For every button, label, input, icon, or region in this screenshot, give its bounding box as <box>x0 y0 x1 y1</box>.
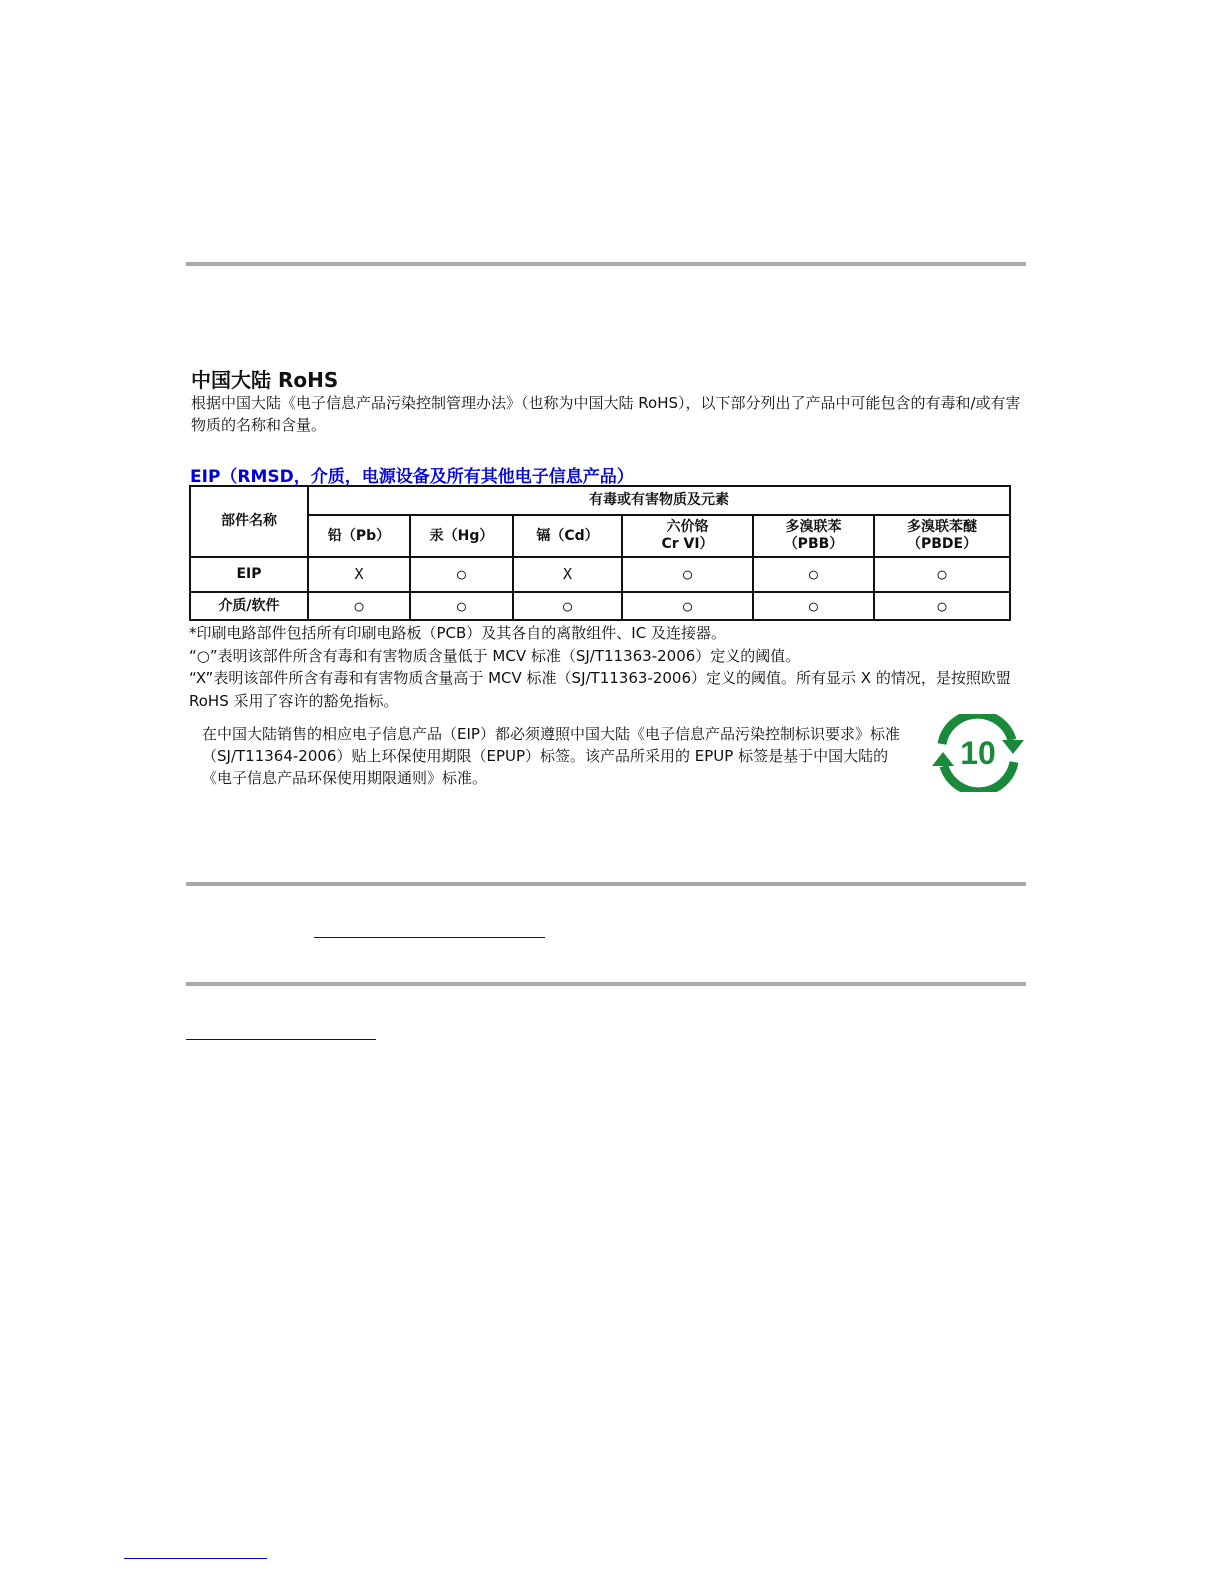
mark-cell: ○ <box>308 592 410 620</box>
index-link-underline[interactable] <box>186 1039 376 1040</box>
intro-paragraph: 根据中国大陆《电子信息产品污染控制管理办法》（也称为中国大陆 RoHS），以下部分列出了产品中可能包含的有毒和/或有害物质的名称和含量。 <box>191 394 1021 434</box>
mark-cell: X <box>308 557 410 592</box>
note-x: “X”表明该部件所含有毒和有害物质含量高于 MCV 标准（SJ/T11363-2006）定义的阈值。所有显示 X 的情况，是按照欧盟 RoHS 采用了容许的豁免指标。 <box>189 669 1011 710</box>
substances-group-header: 有毒或有害物质及元素 <box>308 486 1010 515</box>
mark-cell: X <box>513 557 622 592</box>
substance-header-pbb <box>753 515 874 557</box>
note-pcb: *印刷电路部件包括所有印刷电路板（PCB）及其各自的离散组件、IC 及连接器。 <box>189 624 726 642</box>
substance-name: 汞（Hg） <box>429 527 494 544</box>
substance-name: 六价铬 <box>666 519 709 535</box>
section-title: 中国大陆 RoHS <box>191 368 339 392</box>
substance-header-chromium <box>622 515 753 557</box>
substance-header-mercury <box>410 515 513 557</box>
epup-paragraph: 在中国大陆销售的相应电子信息产品（EIP）都必须遵照中国大陆《电子信息产品污染控制标识要求》标准（SJ/T11364-2006）贴上环保使用期限（EPUP）标签。该产品所采用的 EPUP 标签是基于中国大陆的《电子信息产品环保使用期限通则》标准。 <box>202 725 900 787</box>
part-name-header: 部件名称 <box>190 486 308 557</box>
mark-cell: ○ <box>874 592 1010 620</box>
mark-cell: ○ <box>513 592 622 620</box>
part-name-cell: EIP <box>190 557 308 592</box>
substance-symbol: （PBDE） <box>906 536 978 552</box>
substance-name: 铅（Pb） <box>327 527 391 544</box>
logo-arrow-right <box>1002 740 1024 754</box>
substance-header-cadmium <box>513 515 622 557</box>
substance-symbol: Cr VI） <box>661 536 714 552</box>
epup-10-recycle-icon <box>932 714 1024 792</box>
mark-cell: ○ <box>622 592 753 620</box>
footer-link-underline[interactable] <box>124 1558 267 1559</box>
substance-header-pbde <box>874 515 1010 557</box>
mark-cell: ○ <box>874 557 1010 592</box>
middle-divider <box>186 882 1026 886</box>
mark-cell: ○ <box>622 557 753 592</box>
top-divider <box>186 262 1026 266</box>
hazardous-substances-table <box>189 485 1011 621</box>
logo-arrow-left <box>932 752 954 766</box>
logo-number: 10 <box>960 735 996 771</box>
note-circle: “○”表明该部件所含有毒和有害物质含量低于 MCV 标准（SJ/T11363-2006）定义的阈值。 <box>189 646 801 665</box>
mark-cell: ○ <box>753 592 874 620</box>
mark-cell: ○ <box>410 592 513 620</box>
eip-heading: EIP（RMSD，介质，电源设备及所有其他电子信息产品） <box>190 467 634 487</box>
substance-symbol: （PBB） <box>783 536 844 552</box>
return-link-underline[interactable] <box>314 937 545 938</box>
substance-name: 多溴联苯醚 <box>907 519 978 535</box>
bottom-divider <box>186 982 1026 986</box>
table-notes <box>189 622 1027 712</box>
mark-cell: ○ <box>410 557 513 592</box>
mark-cell: ○ <box>753 557 874 592</box>
table-row <box>190 557 1010 592</box>
part-name-cell: 介质/软件 <box>190 592 308 620</box>
substance-name: 多溴联苯 <box>785 519 842 535</box>
substance-header-lead <box>308 515 410 557</box>
substance-name: 镉（Cd） <box>536 527 599 544</box>
table-row <box>190 592 1010 620</box>
